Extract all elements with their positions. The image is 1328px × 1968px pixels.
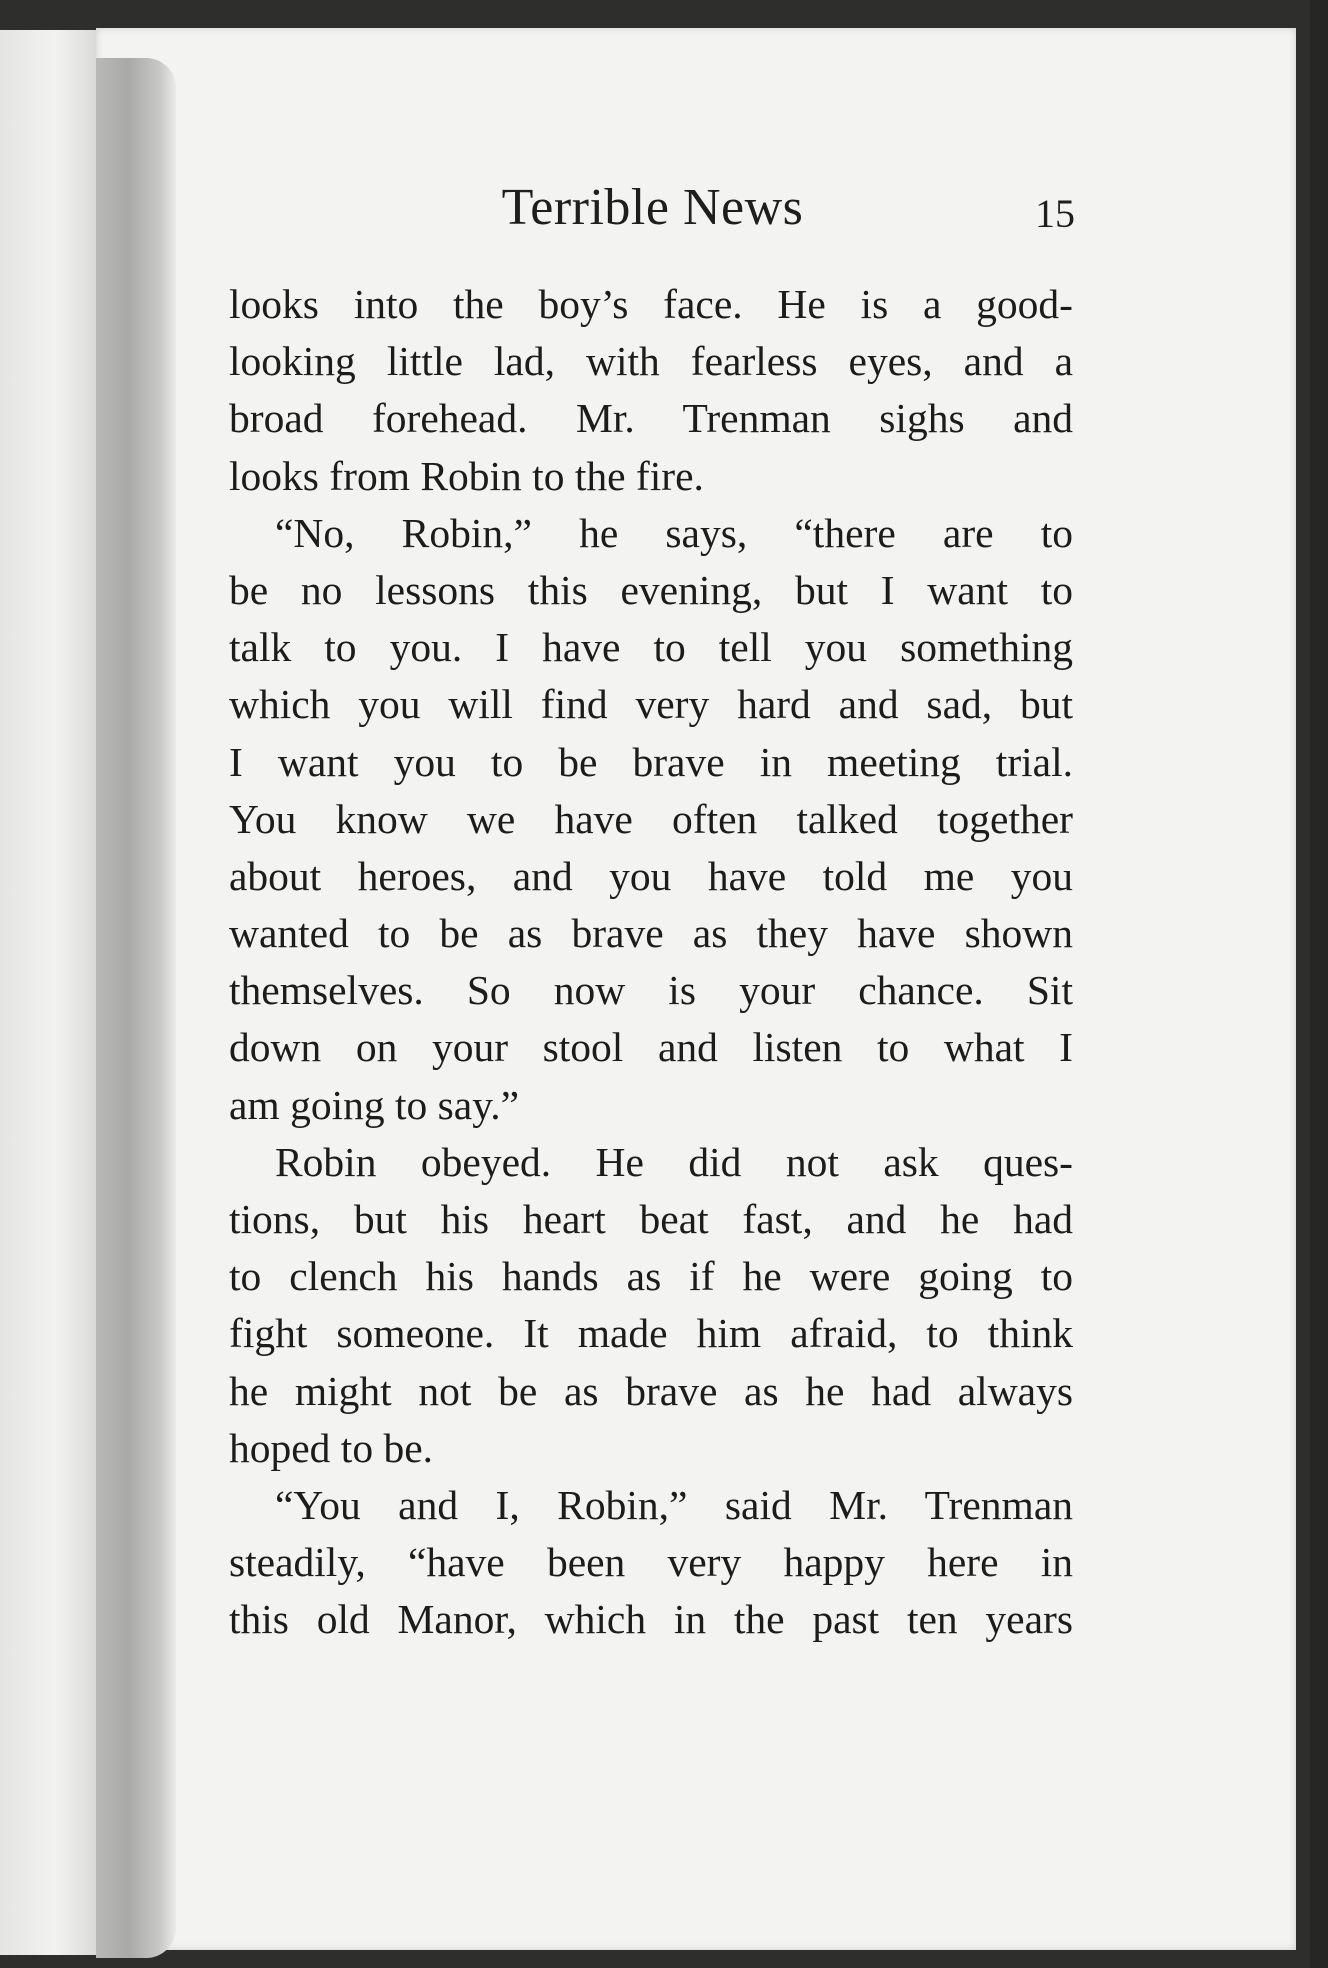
facing-page-edge	[0, 30, 100, 1955]
gutter-shadow	[96, 58, 176, 1958]
text-line: “No, Robin,” he says, “there are to	[275, 509, 1073, 556]
text-line: tions, but his heart beat fast, and he had	[229, 1196, 1073, 1242]
text-line: fight someone. It made him afraid, to think	[229, 1310, 1073, 1357]
text-line: wanted to be as brave as they have shown	[229, 910, 1073, 957]
text-line: am going to say.”	[229, 1081, 520, 1128]
text-line: You know we have often talked together	[229, 795, 1073, 842]
running-head: Terrible News	[501, 179, 804, 236]
page-edge-right	[1310, 0, 1328, 1968]
text-line: be no lessons this evening, but I want to	[229, 566, 1073, 613]
text-line: this old Manor, which in the past ten years	[229, 1596, 1073, 1643]
text-line: themselves. So now is your chance. Sit	[229, 967, 1073, 1014]
text-line: about heroes, and you have told me you	[229, 852, 1073, 899]
text-line: talk to you. I have to tell you something	[229, 624, 1073, 671]
page-number: 15	[1035, 191, 1075, 236]
text-line: which you will find very hard and sad, but	[229, 681, 1073, 728]
text-line: steadily, “have been very happy here in	[229, 1539, 1073, 1586]
text-line: he might not be as brave as he had always	[229, 1367, 1073, 1414]
text-line: down on your stool and listen to what I	[229, 1024, 1073, 1071]
text-line: looks from Robin to the fire.	[229, 452, 704, 499]
text-line: hoped to be.	[229, 1424, 433, 1471]
text-line: “You and I, Robin,” said Mr. Trenman	[275, 1481, 1073, 1528]
text-line: looking little lad, with fearless eyes, and a	[229, 338, 1073, 385]
text-line: I want you to be brave in meeting trial.	[229, 738, 1073, 785]
text-line: to clench his hands as if he were going to	[229, 1253, 1073, 1300]
text-line: Robin obeyed. He did not ask ques-	[275, 1138, 1073, 1185]
page-header	[230, 178, 1075, 248]
text-line: broad forehead. Mr. Trenman sighs and	[229, 395, 1073, 442]
body-text	[229, 276, 1073, 1649]
text-line: looks into the boy’s face. He is a good-	[229, 281, 1073, 327]
